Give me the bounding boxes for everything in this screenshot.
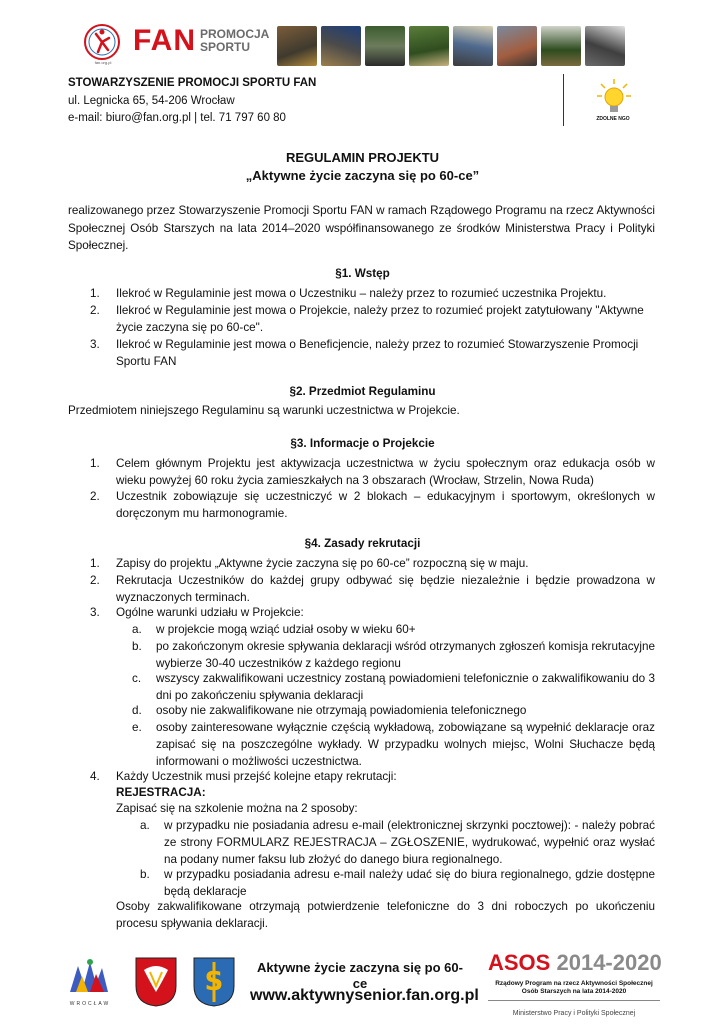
intro-paragraph: realizowanego przez Stowarzyszenie Promocji Sportu FAN w ramach Rządowego Programu na rzecz Aktywności Społecznej Osób Starszych na lata 2014–2020 współfinansowanego ze środków Ministerstwa Pracy i Polityki Społecznej. xyxy=(68,204,655,252)
photo-4 xyxy=(409,26,449,66)
wroclaw-logo xyxy=(66,956,112,996)
photo-2 xyxy=(321,26,361,66)
asos-divider xyxy=(488,1000,660,1001)
registration-heading: REJESTRACJA: xyxy=(116,786,206,799)
asos-logo xyxy=(488,952,662,974)
section-2-text: Przedmiotem niniejszego Regulaminu są warunki uczestnictwa w Projekcie. xyxy=(68,404,460,417)
photo-3 xyxy=(365,26,405,66)
footer-slogan: Aktywne życie zaczyna się po 60-ce xyxy=(257,960,463,991)
strzelin-crest-icon xyxy=(134,956,178,1008)
org-name: STOWARZYSZENIE PROMOCJI SPORTU FAN xyxy=(68,77,317,89)
divider xyxy=(563,74,564,126)
svg-text:S: S xyxy=(204,967,224,997)
org-contact: e-mail: biuro@fan.org.pl | tel. 71 797 60 80 xyxy=(68,112,286,124)
section-1-heading: §1. Wstęp xyxy=(335,267,390,280)
photo-6 xyxy=(497,26,537,66)
asos-name: ASOS xyxy=(488,950,551,975)
section-2-heading: §2. Przedmiot Regulaminu xyxy=(289,385,436,398)
fan-title: FAN xyxy=(133,24,196,57)
asos-years: 2014-2020 xyxy=(556,950,662,975)
registration-intro: Zapisać się na szkolenie można na 2 sposoby: xyxy=(116,802,358,815)
partner-logo-text: ZDOLNE NGO xyxy=(596,116,630,122)
asos-line1: Rządowy Program na rzecz Aktywności Społecznej xyxy=(495,980,653,987)
org-info xyxy=(68,75,548,128)
header xyxy=(0,0,725,70)
section-3-heading: §3. Informacje o Projekcie xyxy=(290,437,435,450)
page-title: REGULAMIN PROJEKTU xyxy=(285,150,440,165)
photo-5 xyxy=(453,26,493,66)
org-address: ul. Legnicka 65, 54-206 Wrocław xyxy=(68,94,235,107)
logo-small-text: fan.org.pl xyxy=(94,60,112,65)
photo-8 xyxy=(585,26,625,66)
asos-line2: Osób Starszych na lata 2014-2020 xyxy=(521,988,627,995)
footer-url[interactable]: www.aktywnysenior.fan.org.pl xyxy=(250,987,479,1004)
nowa-ruda-crest-icon xyxy=(192,956,236,1008)
fan-subtitle-line2: SPORTU xyxy=(200,40,251,54)
photo-1 xyxy=(277,26,317,66)
fan-subtitle xyxy=(200,28,269,54)
photo-7 xyxy=(541,26,581,66)
wroclaw-label: WROCŁAW xyxy=(69,1001,111,1007)
ministry-label: Ministerstwo Pracy i Polityki Społecznej xyxy=(512,1010,636,1017)
closing-text: Osoby zakwalifikowane otrzymają potwierdzenie telefoniczne do 3 dni roboczych po ukończeniu procesu spływania deklaracji. xyxy=(116,900,655,930)
project-title: „Aktywne życie zaczyna się po 60-ce” xyxy=(245,168,480,183)
lightbulb-icon xyxy=(596,78,632,120)
fan-subtitle-line1: PROMOCJA xyxy=(200,27,270,41)
section-4-heading: §4. Zasady rekrutacji xyxy=(304,537,421,550)
